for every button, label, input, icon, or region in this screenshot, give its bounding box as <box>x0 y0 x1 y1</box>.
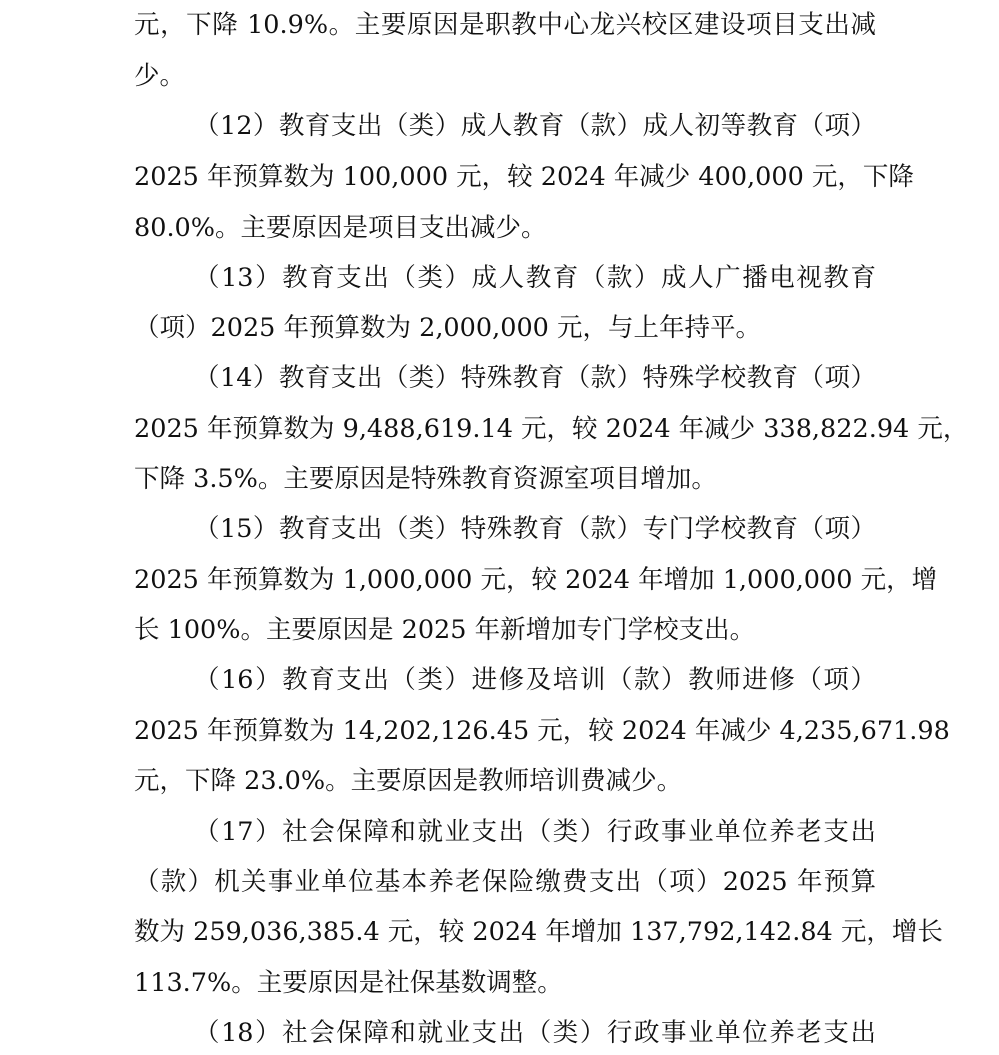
text-line: 113.7%。主要原因是社保基数调整。 <box>134 968 563 998</box>
text-line: 元，下降 10.9%。主要原因是职教中心龙兴校区建设项目支出减 <box>134 10 876 40</box>
paragraph-heading-13: （13）教育支出（类）成人教育（款）成人广播电视教育 <box>194 263 876 293</box>
text-line: （款）机关事业单位基本养老保险缴费支出（项）2025 年预算 <box>134 867 876 897</box>
paragraph-heading-17: （17）社会保障和就业支出（类）行政事业单位养老支出 <box>194 817 876 847</box>
text-line: 80.0%。主要原因是项目支出减少。 <box>134 213 547 243</box>
paragraph-heading-18: （18）社会保障和就业支出（类）行政事业单位养老支出 <box>194 1018 876 1048</box>
paragraph-heading-14: （14）教育支出（类）特殊教育（款）特殊学校教育（项） <box>194 363 876 393</box>
text-line: 2025 年预算数为 1,000,000 元，较 2024 年增加 1,000,000 元，增 <box>134 565 938 595</box>
text-line: 2025 年预算数为 100,000 元，较 2024 年减少 400,000 元，下降 <box>134 162 914 192</box>
text-line: 少。 <box>134 61 186 91</box>
text-line: 2025 年预算数为 14,202,126.45 元，较 2024 年减少 4,235,671.98 <box>134 716 950 746</box>
paragraph-heading-15: （15）教育支出（类）特殊教育（款）专门学校教育（项） <box>194 514 876 544</box>
text-line: 下降 3.5%。主要原因是特殊教育资源室项目增加。 <box>134 464 717 494</box>
text-line: 元，下降 23.0%。主要原因是教师培训费减少。 <box>134 766 683 796</box>
text-line: 长 100%。主要原因是 2025 年新增加专门学校支出。 <box>134 615 756 645</box>
paragraph-heading-12: （12）教育支出（类）成人教育（款）成人初等教育（项） <box>194 111 876 141</box>
paragraph-heading-16: （16）教育支出（类）进修及培训（款）教师进修（项） <box>194 665 876 695</box>
text-line: （项）2025 年预算数为 2,000,000 元，与上年持平。 <box>134 313 761 343</box>
text-line: 数为 259,036,385.4 元，较 2024 年增加 137,792,142.84 元，增长 <box>134 917 943 947</box>
text-line: 2025 年预算数为 9,488,619.14 元，较 2024 年减少 338,822.94 元， <box>134 414 969 444</box>
